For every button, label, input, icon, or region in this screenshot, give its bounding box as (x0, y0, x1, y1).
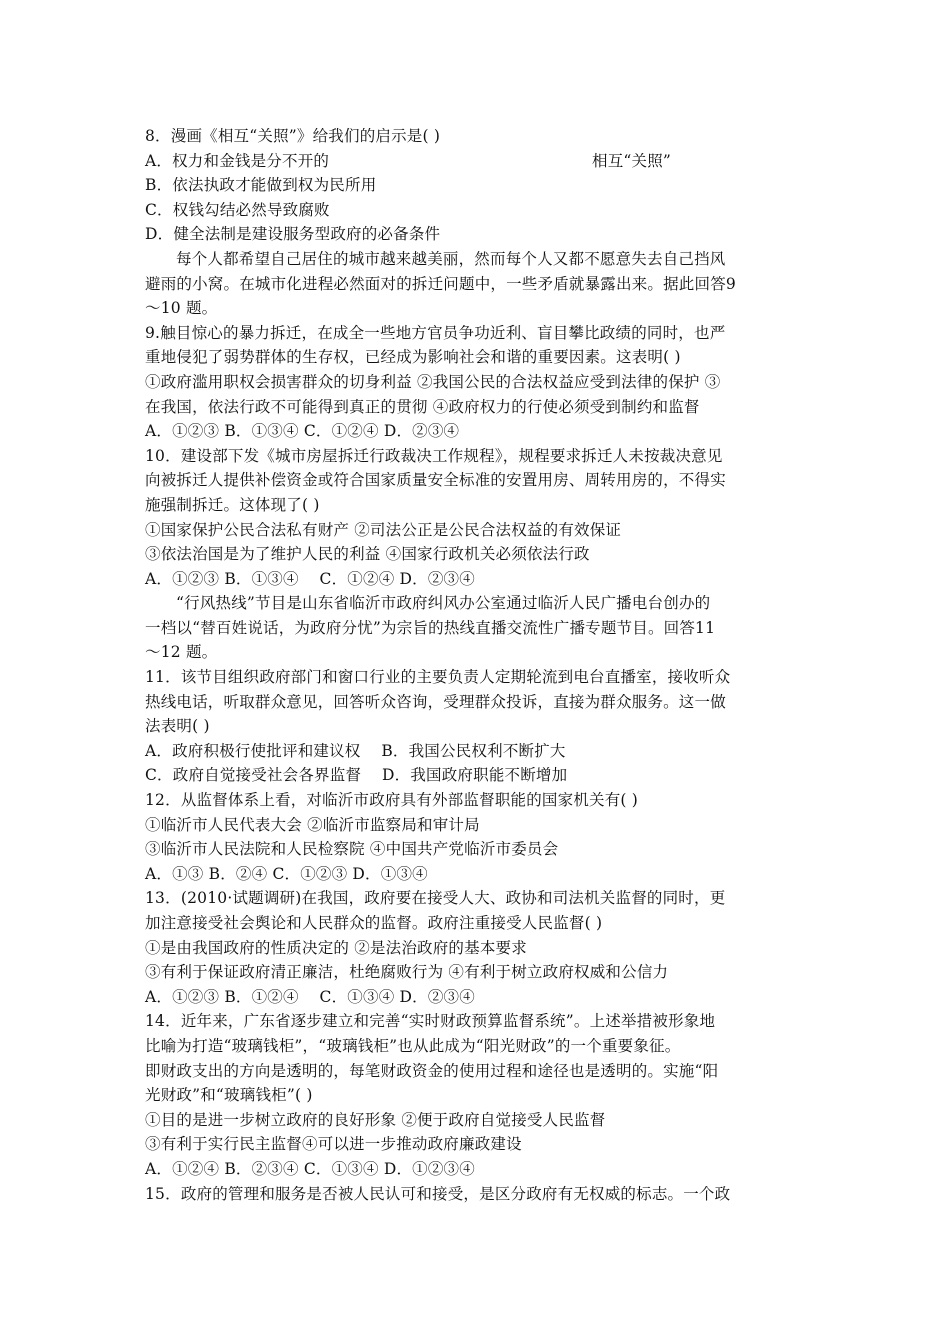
material-line: 避雨的小窝。在城市化进程必然面对的拆迁问题中，一些矛盾就暴露出来。据此回答9 (145, 274, 736, 293)
question-line: 施强制拆迁。这体现了( ) (145, 495, 320, 514)
question-10 (145, 444, 810, 592)
question-line: 13．(2010·试题调研)在我国，政府要在接受人大、政协和司法机关监督的同时，更 (145, 889, 726, 908)
question-line: 12．从监督体系上看，对临沂市政府具有外部监督职能的国家机关有( ) (145, 791, 639, 810)
question-9 (145, 321, 810, 444)
question-options: A．政府积极行使批评和建议权 B．我国公民权利不断扩大 (145, 741, 566, 760)
question-line: 热线电话，听取群众意见，回答听众咨询，受理群众投诉，直接为群众服务。这一做 (145, 692, 726, 711)
question-line: 向被拆迁人提供补偿资金或符合国家质量安全标准的安置用房、周转用房的，不得实 (145, 471, 726, 490)
question-line: 15．政府的管理和服务是否被人民认可和接受，是区分政府有无权威的标志。一个政 (145, 1184, 731, 1203)
question-8-option-b: B．依法执政才能做到权为民所用 (145, 176, 377, 195)
material-9-10 (145, 247, 810, 321)
question-line: 即财政支出的方向是透明的，每笔财政资金的使用过程和途径也是透明的。实施“阳 (145, 1061, 719, 1080)
question-line: ①目的是进一步树立政府的良好形象 ②便于政府自觉接受人民监督 (145, 1110, 606, 1129)
question-line: ③依法治国是为了维护人民的利益 ④国家行政机关必须依法行政 (145, 545, 590, 564)
cartoon-caption: 相互“关照” (592, 151, 672, 170)
material-11-12 (145, 591, 810, 665)
question-options: A．①②④ B．②③④ C．①③④ D．①②③④ (145, 1159, 475, 1178)
material-line: ～10 题。 (145, 299, 218, 318)
question-line: ①政府滥用职权会损害群众的切身利益 ②我国公民的合法权益应受到法律的保护 ③ (145, 372, 721, 391)
question-line: ①国家保护公民合法私有财产 ②司法公正是公民合法权益的有效保证 (145, 520, 622, 539)
question-line: 重地侵犯了弱势群体的生存权，已经成为影响社会和谐的重要因素。这表明( ) (145, 348, 681, 367)
question-options: A．①②③ B．①②④ C．①③④ D．②③④ (145, 987, 475, 1006)
question-8-option-c: C．权钱勾结必然导致腐败 (145, 200, 330, 219)
question-options: C．政府自觉接受社会各界监督 D．我国政府职能不断增加 (145, 766, 568, 785)
question-options: A．①②③ B．①③④ C．①②④ D．②③④ (145, 569, 475, 588)
question-line: ③有利于实行民主监督④可以进一步推动政府廉政建设 (145, 1135, 522, 1154)
question-line: 在我国，依法行政不可能得到真正的贯彻 ④政府权力的行使必须受到制约和监督 (145, 397, 700, 416)
question-options: A．①②③ B．①③④ C．①②④ D．②③④ (145, 422, 460, 441)
question-8-option-d: D．健全法制是建设服务型政府的必备条件 (145, 225, 441, 244)
question-8-option-a-row (145, 149, 810, 174)
question-line: 9.触目惊心的暴力拆迁，在成全一些地方官员争功近利、盲目攀比政绩的同时，也严 (145, 323, 726, 342)
question-8 (145, 124, 810, 247)
question-8-option-a: A．权力和金钱是分不开的 (145, 151, 330, 170)
question-15 (145, 1182, 810, 1207)
question-8-stem: 8．漫画《相互“关照”》给我们的启示是( ) (145, 127, 441, 145)
question-14 (145, 1009, 810, 1181)
question-11 (145, 665, 810, 788)
document-page (145, 124, 810, 1206)
question-line: ①是由我国政府的性质决定的 ②是法治政府的基本要求 (145, 938, 527, 957)
material-line: 一档以“替百姓说话，为政府分忧”为宗旨的热线直播交流性广播专题节目。回答11 (145, 618, 716, 637)
question-line: ③临沂市人民法院和人民检察院 ④中国共产党临沂市委员会 (145, 840, 559, 859)
material-line: ～12 题。 (145, 643, 218, 662)
question-options: A．①③ B．②④ C．①②③ D．①③④ (145, 864, 428, 883)
question-13 (145, 886, 810, 1009)
question-line: 比喻为打造“玻璃钱柜”，“玻璃钱柜”也从此成为“阳光财政”的一个重要象征。 (145, 1036, 681, 1055)
material-line: “行风热线”节目是山东省临沂市政府纠风办公室通过临沂人民广播电台创办的 (176, 594, 711, 613)
question-12 (145, 788, 810, 886)
question-line: 10．建设部下发《城市房屋拆迁行政裁决工作规程》，规程要求拆迁人未按裁决意见 (145, 446, 723, 465)
question-line: ①临沂市人民代表大会 ②临沂市监察局和审计局 (145, 815, 480, 834)
question-line: 14．近年来，广东省逐步建立和完善“实时财政预算监督系统”。上述举措被形象地 (145, 1012, 716, 1031)
material-line: 每个人都希望自己居住的城市越来越美丽，然而每个人又都不愿意失去自己挡风 (176, 249, 726, 268)
question-line: 加注意接受社会舆论和人民群众的监督。政府注重接受人民监督( ) (145, 914, 603, 932)
question-line: 11．该节目组织政府部门和窗口行业的主要负责人定期轮流到电台直播室，接收听众 (145, 668, 731, 687)
question-line: 光财政”和“玻璃钱柜”( ) (145, 1086, 313, 1105)
question-line: 法表明( ) (145, 717, 210, 736)
question-line: ③有利于保证政府清正廉洁，杜绝腐败行为 ④有利于树立政府权威和公信力 (145, 963, 669, 982)
